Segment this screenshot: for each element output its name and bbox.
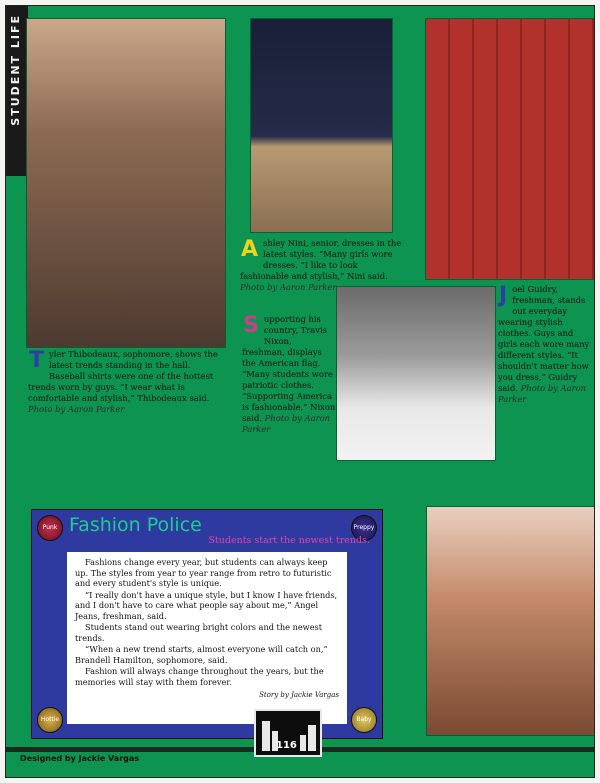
story-paragraph: Students stand out wearing bright colors and the newest trends. (75, 622, 323, 643)
section-label: STUDENT LIFE (6, 6, 28, 176)
photo-credit: Photo by Aaron Parker (28, 404, 125, 414)
building-icon (308, 725, 316, 751)
caption-lead-letter: S (243, 313, 259, 338)
yearbook-page (5, 5, 595, 778)
feature-title: Fashion Police (69, 514, 202, 536)
preppy-sticker-icon: Preppy (351, 515, 377, 541)
photo-credit: Photo by Aaron Parker (498, 383, 587, 404)
caption-text: shley Nini, senior, dresses in the latest styles. “Many girls wore dresses. “I like to look fashionable and stylish,” Nini said. (240, 238, 402, 281)
page-number: 116 (276, 740, 297, 751)
page-number-badge (254, 709, 322, 757)
caption-text: upporting his country, Travis Nixon, freshman, displays the American flag. “Many students wore patriotic clothes. “Supporting America is fashionable,” Nixon said. (242, 314, 336, 423)
feature-subtitle: Students start the newest trends. (208, 535, 370, 546)
building-icon (262, 721, 270, 751)
story-paragraph: Fashion will always change throughout the years, but the memories will stay with them forever. (75, 666, 324, 687)
baby-sticker-icon: Baby (351, 707, 377, 733)
caption-lead-letter: A (241, 237, 259, 262)
photo-travis-nixon (336, 286, 496, 461)
photo-ashley-nini (250, 18, 393, 233)
caption-text: oel Guidry, freshman, stands out everyday wearing stylish clothes. Guys and girls each wore many different styles. “It shouldn't matter how you dress,” Guidry said. (498, 284, 590, 393)
fashion-police-feature (31, 509, 383, 739)
designer-credit: Designed by Jackie Vargas (20, 754, 140, 763)
photo-credit: Photo by Aaron Parker (242, 413, 331, 434)
caption-tyler (28, 349, 228, 415)
story-paragraph: “When a new trend starts, almost everyone will catch on,” Brandell Hamilton, sophomore, said. (75, 644, 328, 665)
caption-ashley (240, 238, 408, 293)
story-credit: Story by Jackie Vargas (259, 691, 339, 699)
photo-tyler-thibodeaux (26, 18, 226, 348)
story-paragraph: Fashions change every year, but students can always keep up. The styles from year to year range from retro to futuristic and every student's style is unique. (75, 557, 332, 588)
caption-travis (242, 314, 336, 435)
feature-story (67, 552, 347, 724)
building-icon (300, 735, 306, 751)
photo-credit: Photo by Aaron Parker (240, 282, 337, 292)
punk-sticker-icon: Punk (37, 515, 63, 541)
caption-lead-letter: T (29, 348, 45, 373)
caption-text: yler Thibodeaux, sophomore, shows the latest trends standing in the hall. Baseball shirts were one of the hottest trends worn by guys. “I wear what is comfortable and stylish,” Thibodeaux said. (28, 349, 218, 403)
photo-student-hallway-lockers (425, 18, 595, 280)
caption-joel (498, 284, 593, 405)
photo-student-smiling (426, 506, 595, 736)
caption-lead-letter: J (499, 283, 508, 308)
story-paragraph: “I really don't have a unique style, but I know I have friends, and I don't have to care what people say about me,” Angel Jeans, freshman, said. (75, 589, 338, 621)
hottie-sticker-icon: Hottie (37, 707, 63, 733)
